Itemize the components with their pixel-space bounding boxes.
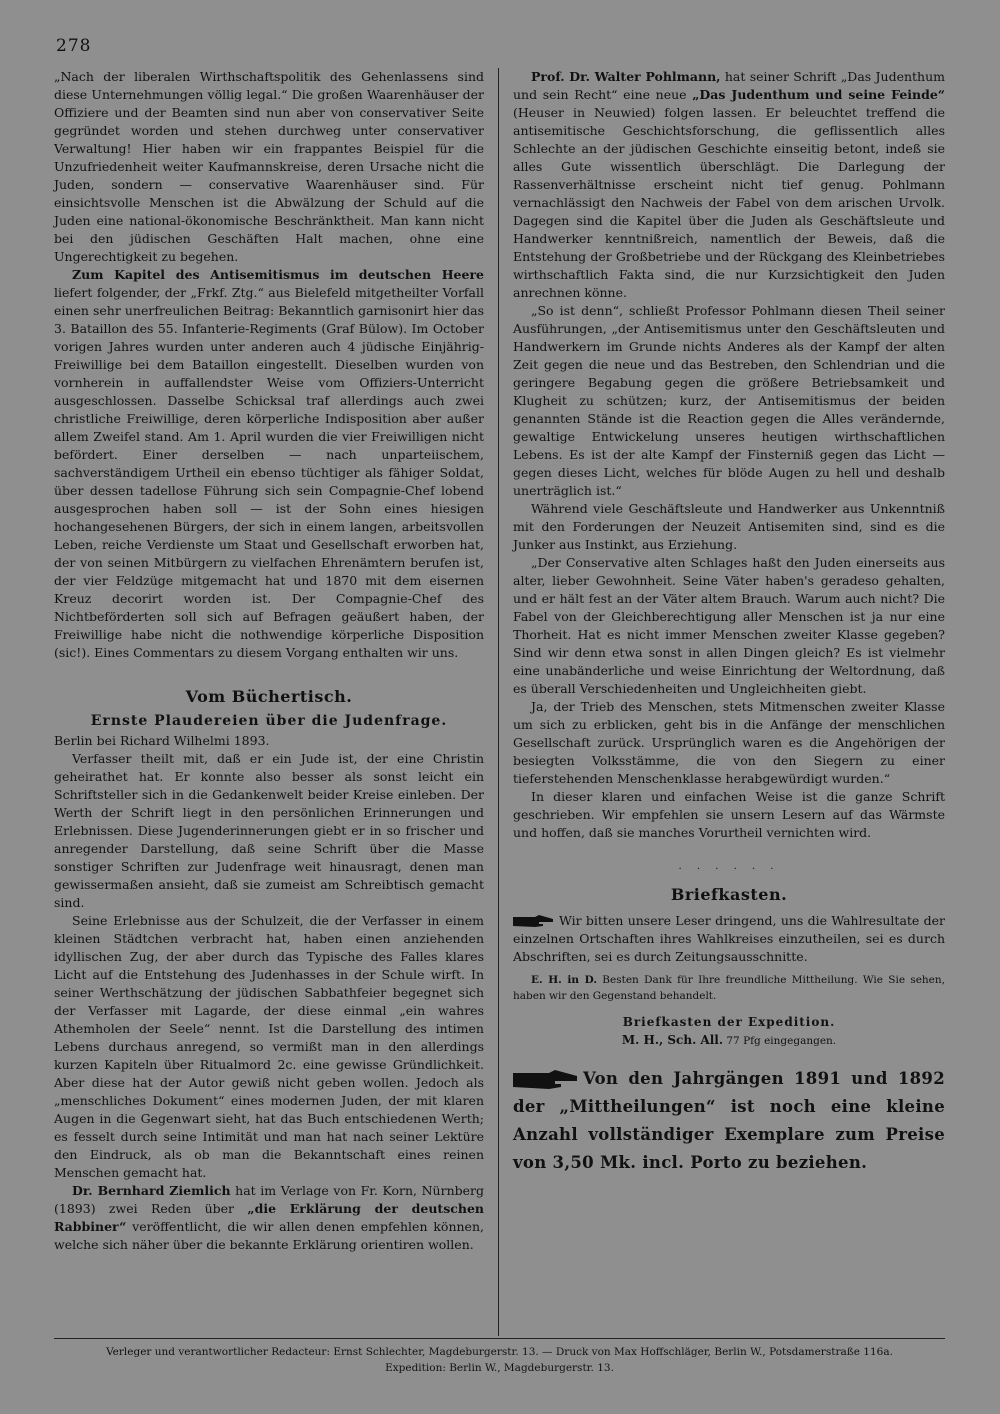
review-paragraph: In dieser klaren und einfachen Weise ist die ganze Schrift geschrieben. Wir empfehlen sie unsern Lesern auf das Wärmste und hoffen, daß sie manches Vorurtheil vernichten wird. xyxy=(513,789,945,840)
book-review-paragraph: Verfasser theilt mit, daß er ein Jude ist, der eine Christin geheirathet hat. Er konnte also besser als sonst leicht ein Schriftsteller sich in die Gedankenwelt beider Kreise einleben. Der Werth der Schrift liegt in den persönlichen Erinnerungen und Erlebnissen. Diese Jugenderinnerungen giebt er in so frischer und anregender Darstellung, daß seine Schrift über die Masse sonstiger Schriften zur Judenfrage weit hinausragt, denen man gewissermaßen ansieht, daß sie zumeist am Schreibtisch gemacht sind. xyxy=(54,751,484,910)
footer-rule xyxy=(54,1338,945,1339)
imprint-line: Verleger und verantwortlicher Redacteur: Ernst Schlechter, Magdeburgerstr. 13. — Druck von Max Hoffschläger, Berlin W., Potsdamerstraße 116a. xyxy=(106,1346,893,1358)
pointing-hand-icon xyxy=(513,1070,577,1090)
notice-text: Wir bitten unsere Leser dringend, uns die Wahlresultate der einzelnen Ortschaften ihres Wahlkreises einzutheilen, sei es durch Abschriften, sei es durch Zeitungsausschnitte. xyxy=(513,913,945,964)
left-column xyxy=(54,68,484,1254)
separator-dots: . . . . . . xyxy=(678,861,780,872)
work-title: „Das Judenthum und seine Feinde“ xyxy=(692,87,945,102)
article-antisemitismus-heer xyxy=(54,266,484,662)
ad-text: Von den Jahrgängen 1891 und 1892 der „Mittheilungen“ ist noch eine kleine Anzahl vollständiger Exemplare zum Preise von 3,50 Mk. incl. Porto zu beziehen. xyxy=(513,1069,945,1172)
advertisement xyxy=(513,1065,945,1177)
book-title: Ernste Plaudereien über die Judenfrage. xyxy=(90,713,448,729)
expedition-entry xyxy=(513,1032,945,1049)
expedition-text: 77 Pfg eingegangen. xyxy=(726,1035,837,1047)
expedition-title: Briefkasten der Expedition. xyxy=(622,1015,836,1029)
review-paragraph: „Der Conservative alten Schlages haßt den Juden einerseits aus alter, lieber Gewohnheit. Seine Väter haben's geradeso gehalten, und er hält fest an der Väter altem Brauch. Warum auch nicht? Die Fabel von der Gleichberechtigung aller Menschen ist ja nur eine Thorheit. Hat es nicht immer Menschen zweiter Klasse gegeben? Sind wir denn etwa sonst in allen Dingen gleich? Es ist vielmehr eine unabänderliche und weise Einrichtung der Weltordnung, daß es überall Verschiedenheiten und Ungleichheiten giebt. xyxy=(513,555,945,696)
reply-text: Besten Dank für Ihre freundliche Mittheilung. Wie Sie sehen, haben wir den Gegenstand behandelt. xyxy=(513,974,945,1002)
book-publisher: Berlin bei Richard Wilhelmi 1893. xyxy=(54,733,270,748)
review-text: (Heuser in Neuwied) folgen lassen. Er beleuchtet treffend die antisemitische Geschichtsforschung, die geflissentlich alles Schlechte an der jüdischen Geschichte einseitig betont, indeß sie alles Gute wissentlich überschlägt. Die Darlegung der Rassenverhältnisse erscheint nicht tief genug. Pohlmann vernachlässigt den Nachweis der Fabel von dem arischen Urvolk. Dagegen sind die Kapitel über die Juden als Geschäftsleute und Handwerker kenntnißreich, namentlich der Beweis, daß die Entstehung der Großbetriebe und der Rückgang des Kleinbetriebes wirthschaftlich Fakta sind, die nur Kurzsichtigkeit den Juden anrechnen könne. xyxy=(513,105,945,300)
column-divider xyxy=(498,68,499,1336)
ziemlich-review xyxy=(54,1182,484,1254)
imprint-footer xyxy=(54,1344,945,1376)
imprint-line: Expedition: Berlin W., Magdeburgerstr. 13. xyxy=(385,1362,614,1374)
briefkasten-title: Briefkasten. xyxy=(670,885,788,904)
reply-entry xyxy=(513,972,945,1004)
article-waarenhaeuser: „Nach der liberalen Wirthschaftspolitik des Gehenlassens sind diese Unternehmungen völlig legal.“ Die großen Waarenhäuser der Offiziere und der Beamten sind nun aber von conservativer Seite gegründet worden und stehen durchweg unter conservativer Verwaltung! Hier haben wir ein frappantes Beispiel für die Unzufriedenheit weiter Kaufmannskreise, deren Ursache nicht die Juden, sondern — conservative Waarenhäuser sind. Für einsichtsvolle Menschen ist die Abwälzung der Schuld auf die Juden eine national-ökonomische Beschränktheit. Man kann nicht bei den jüdischen Geschäften Halt machen, ohne eine Ungerechtigkeit zu begehen. xyxy=(54,69,484,264)
work-title: „die Erklärung der deutschen Rabbiner“ xyxy=(54,1201,484,1234)
section-title: Vom Büchertisch. xyxy=(185,687,353,706)
book-review-paragraph: Seine Erlebnisse aus der Schulzeit, die der Verfasser in einem kleinen Städtchen verbracht hat, haben einen anziehenden idyllischen Zug, der aber durch das Typische des Falles klares Licht auf die Entstehung des Judenhasses in der Schule wirft. In seiner Werthschätzung der jüdischen Sabbathfeier begegnet sich der Verfasser mit Lagarde, der diese einmal „ein wahres Athemholen der Seele“ nennt. Ist die Darstellung des intimen Lebens durchaus anregend, so vermißt man in den allerdings kurzen Kapiteln über Ritualmord 2c. eine gewisse Gründlichkeit. Aber diese hat der Autor gewiß nicht geben wollen. Jedoch als „menschliches Dokument“ eines modernen Juden, der mit klaren Augen in die Gegenwart sieht, hat das Buch entschiedenen Werth; es fesselt durch seine Intimität und man hat nach seiner Lektüre den Eindruck, als ob man die Bekanntschaft eines reinen Menschen gemacht hat. xyxy=(54,913,484,1180)
author-name: Prof. Dr. Walter Pohlmann, xyxy=(531,69,721,84)
review-paragraph: „So ist denn“, schließt Professor Pohlmann diesen Theil seiner Ausführungen, „der Antisemitismus unter den Geschäftsleuten und Handwerkern im Grunde nichts Anderes als der Kampf der alten Zeit gegen die neue und das Bestreben, den Schlendrian und die geringere Begabung gegen die größere Betriebsamkeit und Klugheit zu schützen; kurz, der Antisemitismus der beiden genannten Stände ist die Reaction gegen die Alles verändernde, gewaltige Entwickelung unseres heutigen wirthschaftlichen Lebens. Es ist der alte Kampf der Finsterniß gegen das Licht — gegen dieses Licht, welches für blöde Augen zu hell und deshalb unerträglich ist.“ xyxy=(513,303,945,498)
briefkasten-notice xyxy=(513,912,945,966)
right-column xyxy=(513,68,945,1177)
review-paragraph: Während viele Geschäftsleute und Handwerker aus Unkenntniß mit den Forderungen der Neuzeit Antisemiten sind, sind es die Junker aus Instinkt, aus Erziehung. xyxy=(513,501,945,552)
reply-addressee: E. H. in D. xyxy=(531,974,598,986)
pointing-hand-icon xyxy=(513,915,553,928)
review-text: veröffentlicht, die wir allen denen empfehlen können, welche sich näher über die bekannte Erklärung orientiren wollen. xyxy=(54,1219,484,1252)
review-text: hat seiner Schrift „Das Judenthum und sein Recht“ eine neue xyxy=(513,69,946,102)
pohlmann-review xyxy=(513,68,945,302)
page-number: 278 xyxy=(56,36,92,56)
article-heading: Zum Kapitel des Antisemitismus im deutschen Heere xyxy=(72,267,484,282)
review-text: hat im Verlage von Fr. Korn, Nürnberg (1893) zwei Reden über xyxy=(54,1183,484,1216)
expedition-addressee: M. H., Sch. All. xyxy=(621,1033,724,1047)
review-paragraph: Ja, der Trieb des Menschen, stets Mitmenschen zweiter Klasse um sich zu erblicken, geht bis in die Anfänge der menschlichen Gesellschaft zurück. Ursprünglich waren es die Angehörigen der besiegten Volksstämme, die von den Siegern zu einer tieferstehenden Menschenklasse herabgewürdigt wurden.“ xyxy=(513,699,945,786)
article-body: liefert folgender, der „Frkf. Ztg.“ aus Bielefeld mitgetheilter Vorfall einen sehr unerfreulichen Beitrag: Bekanntlich garnisonirt hier das 3. Bataillon des 55. Infanterie-Regiments (Graf Bülow). Im October vorigen Jahres wurden unter anderen auch 4 jüdische Einjährig-Freiwillige bei dem Bataillon eingestellt. Dieselben wurden von vornherein in auffallendster Weise vom Offiziers-Unterricht ausgeschlossen. Dasselbe Schicksal traf allerdings auch zwei christliche Freiwillige, deren körperliche Indisposition aber außer allem Zweifel stand. Am 1. April wurden die vier Freiwilligen nicht befördert. Einer derselben — nach unparteiischem, sachverständigem Urtheil ein ebenso tüchtiger als fähiger Soldat, über dessen tadellose Führung sich sein Compagnie-Chef lobend ausgesprochen haben soll — ist der Sohn eines hiesigen hochangesehenen Bürgers, der sich in einem langen, arbeitsvollen Leben, reiche Verdienste um Staat und Gesellschaft erworben hat, der von seinen Mitbürgern zu vielfachen Ehrenämtern berufen ist, der vier Feldzüge mitgemacht hat und 1870 mit dem eisernen Kreuz decorirt worden ist. Der Compagnie-Chef des Nichtbeförderten soll sich auf Befragen geäußert haben, der Freiwillige habe nicht die nothwendige körperliche Disposition (sic!). Eines Commentars zu diesem Vorgang enthalten wir uns. xyxy=(54,285,484,660)
author-name: Dr. Bernhard Ziemlich xyxy=(72,1183,231,1198)
